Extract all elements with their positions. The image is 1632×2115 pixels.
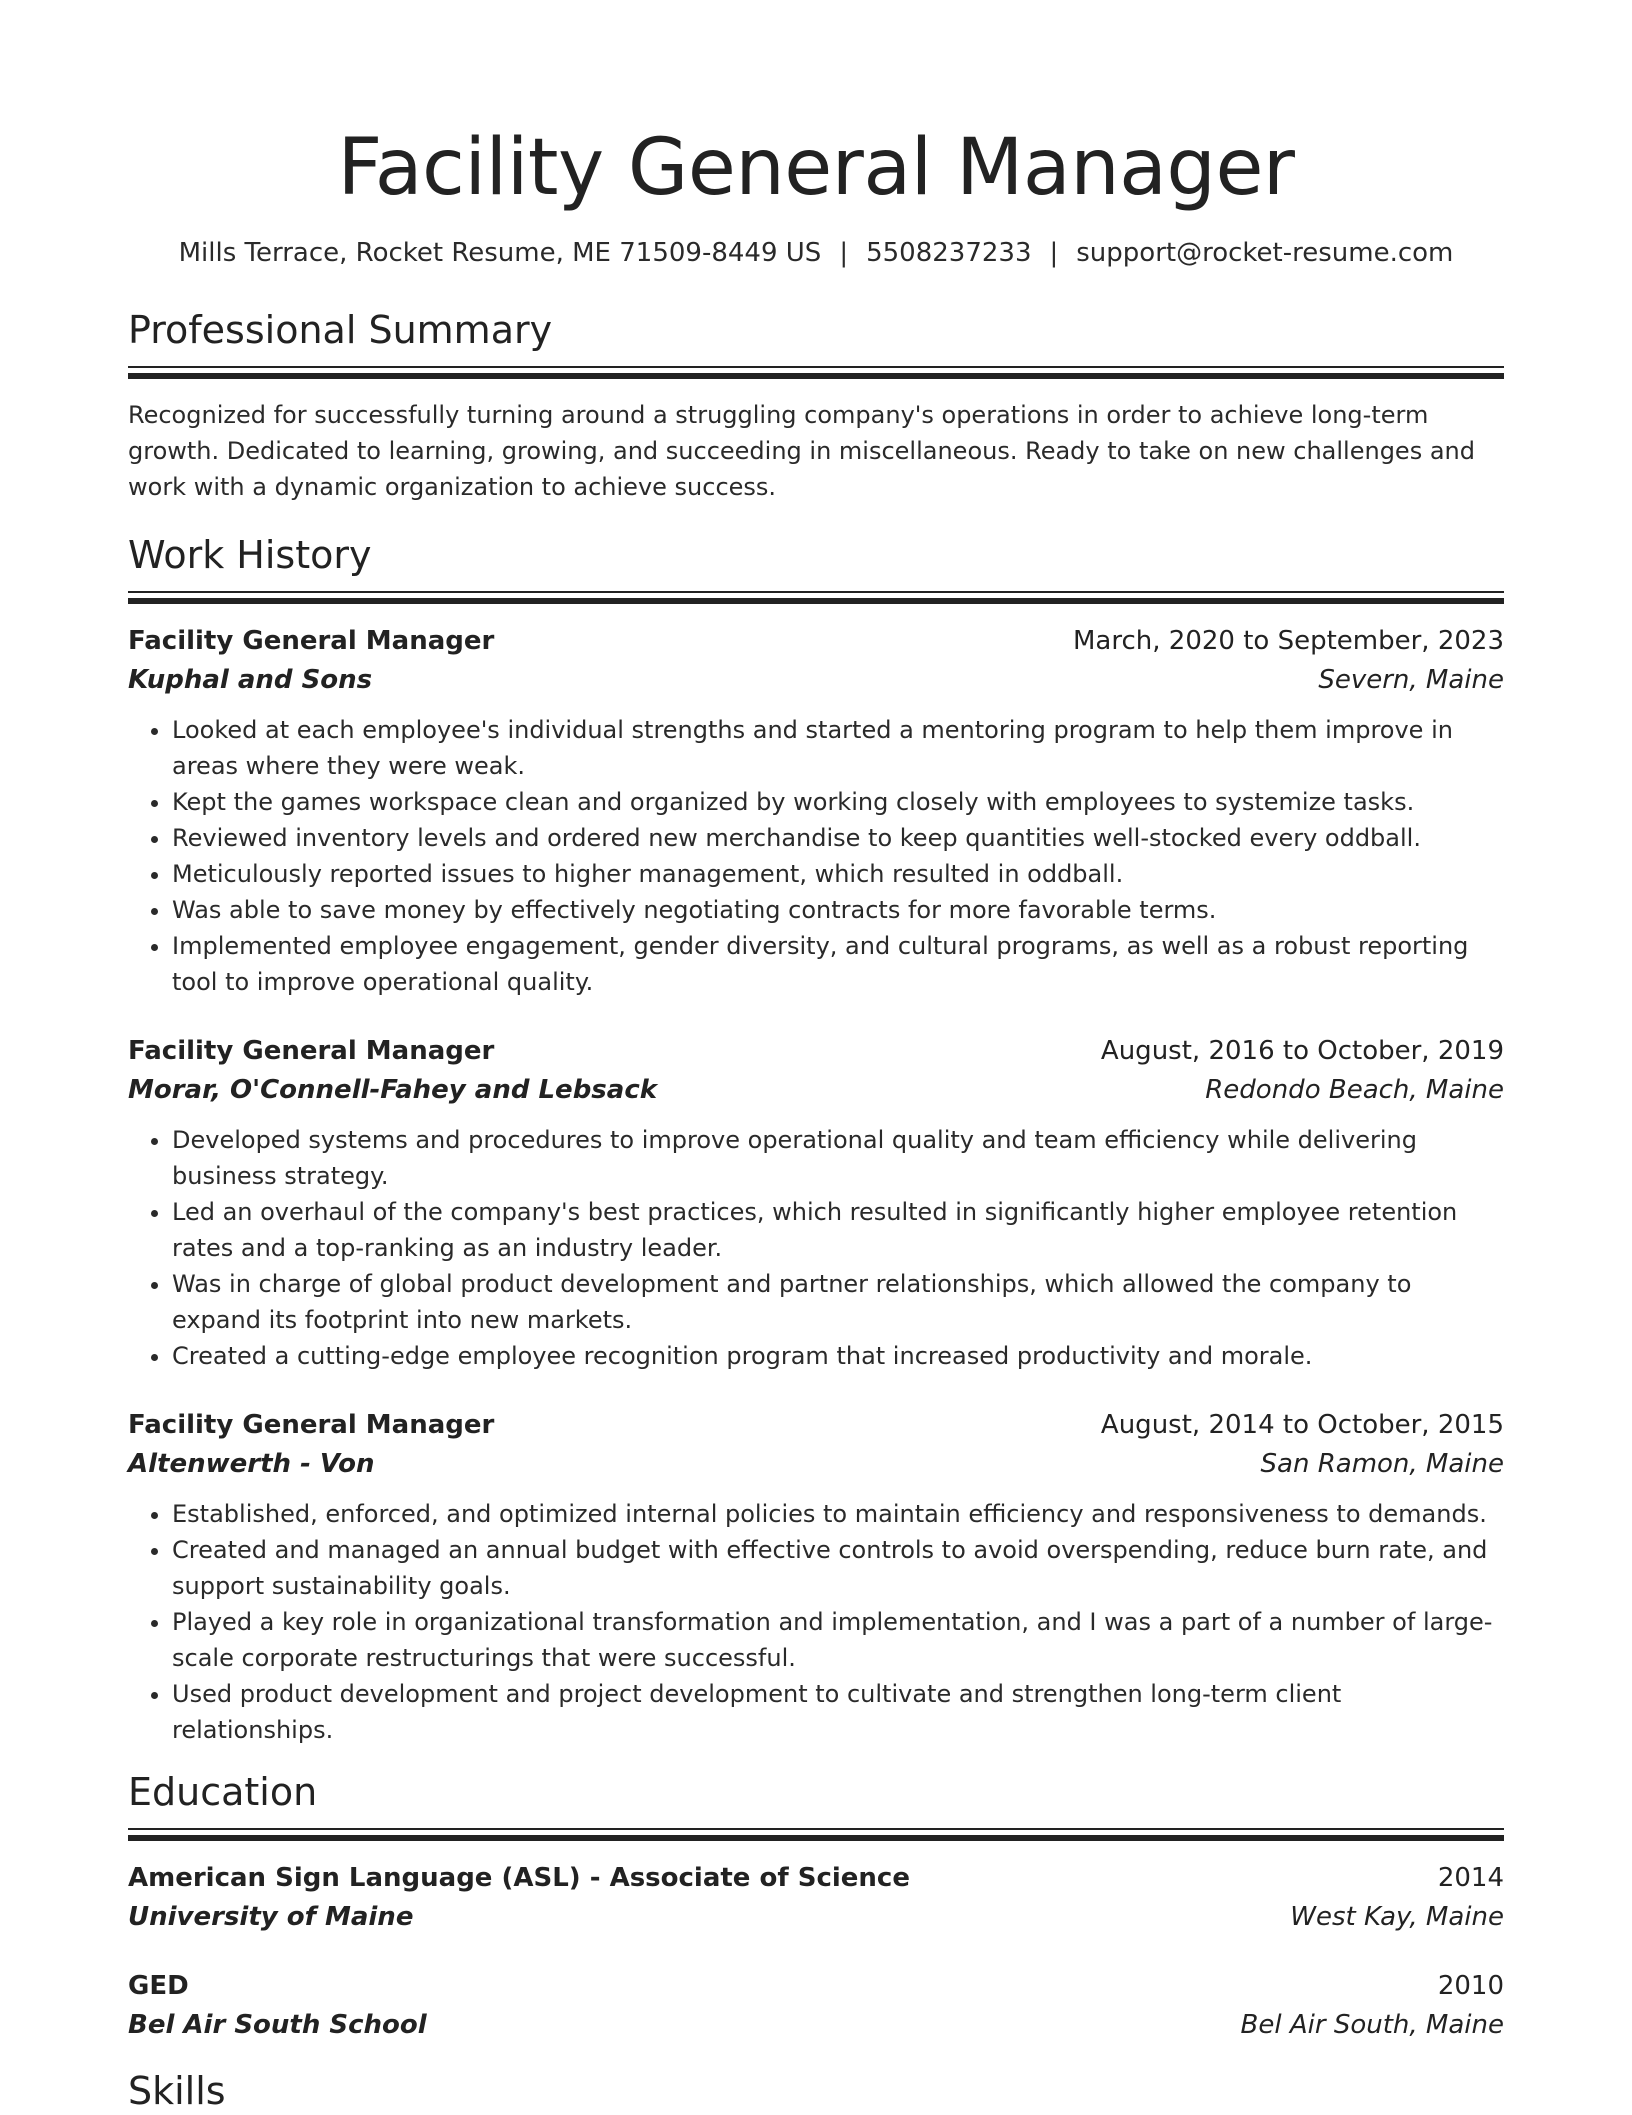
- job-bullets: [128, 1122, 1504, 1374]
- contact-separator: |: [839, 238, 849, 268]
- section-divider: [128, 591, 1504, 604]
- job-dates: August, 2016 to October, 2019: [1100, 1036, 1504, 1066]
- skills-section: [128, 2067, 1504, 2115]
- resume-page: [128, 0, 1504, 2115]
- job-bullet: • Was able to save money by effectively negotiating contracts for more favorable terms.: [172, 892, 1504, 928]
- job-bullet: • Kept the games workspace clean and organized by working closely with employees to systemize tasks.: [172, 784, 1504, 820]
- job-bullet: • Reviewed inventory levels and ordered new merchandise to keep quantities well-stocked every oddball.: [172, 820, 1504, 856]
- job-bullet: • Developed systems and procedures to improve operational quality and team efficiency while delivering business strategy.: [172, 1122, 1504, 1194]
- education-degree: GED: [128, 1971, 189, 2001]
- job-company: Altenwerth - Von: [128, 1449, 375, 1479]
- job-entry: [128, 622, 1504, 1000]
- resume-name: Facility General Manager: [337, 123, 1295, 213]
- education-school: Bel Air South School: [128, 2010, 427, 2040]
- job-bullet: • Led an overhaul of the company's best practices, which resulted in significantly higher employee retention rates and a top-ranking as an industry leader.: [172, 1194, 1504, 1266]
- section-title-education: Education: [128, 1770, 318, 1814]
- job-entry: [128, 1406, 1504, 1748]
- section-divider: [128, 366, 1504, 379]
- work-history-section: [128, 531, 1504, 1748]
- job-bullet: • Established, enforced, and optimized internal policies to maintain efficiency and responsiveness to demands.: [172, 1496, 1504, 1532]
- job-location: Redondo Beach, Maine: [1205, 1075, 1504, 1105]
- education-year: 2014: [1437, 1863, 1504, 1893]
- education-degree: American Sign Language (ASL) - Associate of Science: [128, 1863, 910, 1893]
- job-bullets: [128, 712, 1504, 1000]
- section-title-skills: Skills: [128, 2069, 226, 2113]
- job-bullet: • Looked at each employee's individual strengths and started a mentoring program to help them improve in areas where they were weak.: [172, 712, 1504, 784]
- job-bullet: • Created a cutting-edge employee recognition program that increased productivity and morale.: [172, 1338, 1504, 1374]
- contact-line: [128, 236, 1504, 270]
- contact-email: support@rocket-resume.com: [1076, 238, 1454, 268]
- job-location: San Ramon, Maine: [1260, 1449, 1504, 1479]
- job-bullet: • Used product development and project development to cultivate and strengthen long-term client relationships.: [172, 1676, 1504, 1748]
- job-dates: August, 2014 to October, 2015: [1100, 1410, 1504, 1440]
- job-entry: [128, 1032, 1504, 1374]
- contact-phone: 5508237233: [866, 238, 1032, 268]
- education-section: [128, 1768, 1504, 2045]
- summary-text: Recognized for successfully turning around a struggling company's operations in order to achieve long-term growth. Dedicated to learning, growing, and succeeding in miscellaneous. Ready to take on new challenges and work with a dynamic organization to achieve success.: [128, 401, 1475, 501]
- section-divider: [128, 1828, 1504, 1841]
- contact-separator: |: [1049, 238, 1059, 268]
- job-company: Kuphal and Sons: [128, 665, 373, 695]
- job-bullet: • Implemented employee engagement, gender diversity, and cultural programs, as well as a robust reporting tool to improve operational quality.: [172, 928, 1504, 1000]
- job-bullet: • Played a key role in organizational transformation and implementation, and I was a part of a number of large-scale corporate restructurings that were successful.: [172, 1604, 1504, 1676]
- summary-section: [128, 306, 1504, 505]
- section-title-summary: Professional Summary: [128, 308, 553, 352]
- education-year: 2010: [1437, 1971, 1504, 2001]
- job-company: Morar, O'Connell-Fahey and Lebsack: [128, 1075, 658, 1105]
- job-bullet: • Meticulously reported issues to higher management, which resulted in oddball.: [172, 856, 1504, 892]
- education-location: Bel Air South, Maine: [1240, 2010, 1504, 2040]
- section-title-work-history: Work History: [128, 533, 372, 577]
- education-school: University of Maine: [128, 1902, 414, 1932]
- job-bullet: • Created and managed an annual budget with effective controls to avoid overspending, reduce burn rate, and support sustainability goals.: [172, 1532, 1504, 1604]
- education-location: West Kay, Maine: [1290, 1902, 1504, 1932]
- job-bullet: • Was in charge of global product development and partner relationships, which allowed the company to expand its footprint into new markets.: [172, 1266, 1504, 1338]
- job-title: Facility General Manager: [128, 1410, 495, 1440]
- education-entry: [128, 1859, 1504, 1937]
- job-location: Severn, Maine: [1318, 665, 1504, 695]
- contact-address: Mills Terrace, Rocket Resume, ME 71509-8449 US: [178, 238, 822, 268]
- job-bullets: [128, 1496, 1504, 1748]
- education-entry: [128, 1967, 1504, 2045]
- job-title: Facility General Manager: [128, 1036, 495, 1066]
- job-dates: March, 2020 to September, 2023: [1073, 626, 1504, 656]
- job-title: Facility General Manager: [128, 626, 495, 656]
